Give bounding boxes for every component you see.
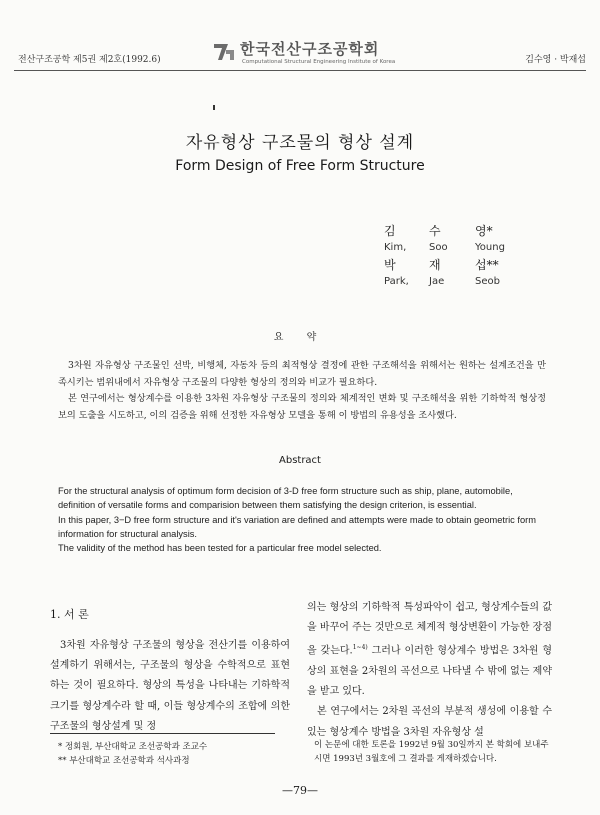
body-paragraph: 3차원 자유형상 구조물의 형상을 전산기를 이용하여 설계하기 위해서는, 구조물의 형상을 수학적으로 표현하는 것이 필요하다. 형상의 특성을 나타내는 기하학적 크기를 형상계수라 할 때, 이들 형상계수의 조합에 의한 구조물의 형상설계 및 정 bbox=[50, 640, 290, 732]
abstract-paragraph: In this paper, 3−D free form structure and it's variation are defined and attempts were made to obtain geometric form information for structural analysis. bbox=[58, 514, 536, 539]
society-emblem-icon bbox=[212, 40, 236, 64]
abstract-paragraph: For the structural analysis of optimum form decision of 3-D free form structure such as ship, plane, automobile, definition of versatile forms and comparision between them satisfying the design criterion, is essential. bbox=[58, 486, 513, 511]
body-paragraph: 의는 형상의 기하학적 특성파악이 쉽고, 형상계수들의 값을 바꾸어 주는 것만으로 체계적 형상변환이 가능한 장점을 갖는다.$^{1\sim 4)}$ 그러나 이러한 형상계수 방법은 3차원 형상의 표현을 2차원의 곡선으로 나타낼 수 밖에 없는 제약을 받고 있다. bbox=[307, 602, 553, 698]
society-logo bbox=[212, 38, 402, 72]
citation-superscript: 1~4) bbox=[352, 644, 368, 652]
running-authors: 김수영 · 박재섭 bbox=[525, 55, 586, 65]
title-korean: 자유형상 구조물의 형상 설계 bbox=[185, 133, 415, 153]
title-english: Form Design of Free Form Structure bbox=[175, 158, 425, 174]
author-2-korean: 박 재 섭** bbox=[384, 258, 499, 272]
body-column-left bbox=[50, 636, 290, 737]
summary-paragraph: 본 연구에서는 형상계수를 이용한 3차원 자유형상 구조물의 정의와 체계적인 변화 및 구조해석을 위한 기하학적 형상정보의 도출을 시도하고, 이의 검증을 위해 선정한 자유형상 모델을 통해 이 방법의 유용성을 조사했다. bbox=[58, 393, 546, 421]
author-footnotes bbox=[58, 740, 207, 768]
page-number: —79— bbox=[282, 784, 318, 797]
author-1-korean: 김 수 영* bbox=[384, 224, 493, 238]
footnote-rule bbox=[50, 733, 275, 734]
abstract-heading: Abstract bbox=[279, 455, 321, 466]
footnote-item: * 정회원, 부산대학교 조선공학과 조교수 bbox=[58, 742, 208, 752]
author-1-english: Kim, Soo Young bbox=[384, 242, 505, 253]
discussion-notice: 이 논문에 대한 토론을 1992년 9월 30일까지 본 학회에 보내주시면 1993년 3월호에 그 결과를 게재하겠습니다. bbox=[314, 740, 549, 764]
summary-heading: 요 약 bbox=[273, 332, 327, 343]
author-block bbox=[384, 222, 535, 290]
section-heading: 1. 서 론 bbox=[50, 608, 89, 621]
author-2-english: Park, Jae Seob bbox=[384, 276, 500, 287]
footnote-item: ** 부산대학교 조선공학과 석사과정 bbox=[58, 756, 190, 766]
society-english-name: Computational Structural Engineering Institute of Korea bbox=[242, 59, 396, 65]
body-paragraph: 본 연구에서는 2차원 곡선의 부분적 생성에 이용할 수 있는 형상계수 방법을 3차원 자유형상 설 bbox=[307, 706, 552, 738]
summary-paragraph: 3차원 자유형상 구조물인 선박, 비행체, 자동차 등의 최적형상 결정에 관한 구조해석을 위해서는 원하는 설계조건을 만족시키는 범위내에서 자유형상 구조물의 다양한 형상의 정의와 비교가 필요하다. bbox=[58, 360, 546, 388]
scan-mark bbox=[213, 105, 215, 110]
summary-body bbox=[58, 358, 546, 424]
abstract-paragraph: The validity of the method has been tested for a particular free model selected. bbox=[58, 543, 382, 554]
society-name: 한국전산구조공학회 bbox=[240, 40, 380, 58]
header-rule bbox=[14, 70, 586, 71]
abstract-body bbox=[58, 484, 548, 555]
journal-citation: 전산구조공학 제5권 제2호(1992.6) bbox=[18, 55, 161, 65]
body-column-right bbox=[307, 598, 552, 743]
